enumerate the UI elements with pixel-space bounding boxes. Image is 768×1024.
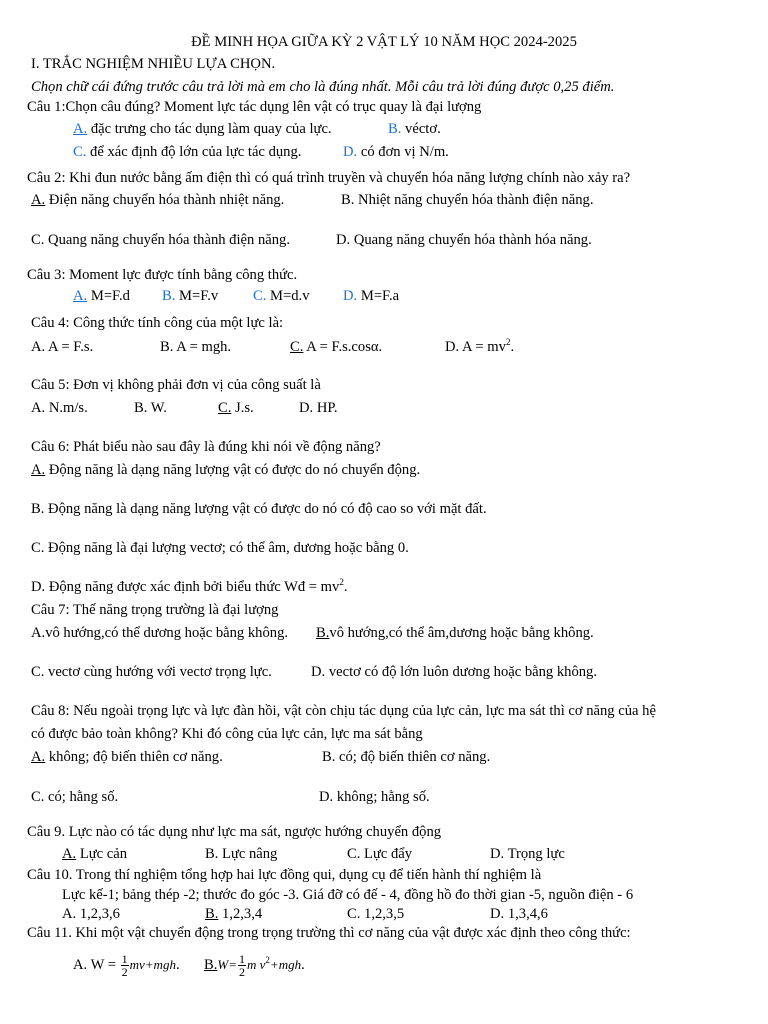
q3-option-d[interactable] bbox=[343, 285, 399, 307]
q9-option-a[interactable] bbox=[62, 843, 127, 865]
q2-option-a[interactable] bbox=[31, 189, 284, 211]
q2-stem: Câu 2: Khi đun nước bằng ấm điện thì có quá trình truyền và chuyển hóa năng lượng chính nào xảy ra? bbox=[27, 170, 631, 186]
q1-option-b[interactable] bbox=[388, 118, 441, 140]
q3-option-b[interactable] bbox=[162, 285, 218, 307]
q6-option-d[interactable] bbox=[31, 576, 348, 598]
q4-stem: Câu 4: Công thức tính công của một lực là: bbox=[31, 315, 284, 331]
q11-stem: Câu 11. Khi một vật chuyển động trong trọng trường thì cơ năng của vật được xác định theo công thức: bbox=[27, 925, 631, 941]
q4-option-d[interactable] bbox=[445, 336, 514, 358]
q3-b-text: M=F.v bbox=[175, 288, 219, 304]
q6-a-text: Động năng là dạng năng lượng vật có được do nó chuyển động. bbox=[45, 462, 421, 478]
q5-option-a[interactable]: A. N.m/s. bbox=[31, 400, 88, 416]
q6-option-c[interactable]: C. Động năng là đại lượng vectơ; có thể âm, dương hoặc bằng 0. bbox=[31, 540, 409, 556]
q8-stem-line-1: Câu 8: Nếu ngoài trọng lực và lực đàn hồi, vật còn chịu tác dụng của lực cản, lực ma sát thì cơ năng của hệ bbox=[31, 703, 656, 719]
q3-stem: Câu 3: Moment lực được tính bằng công thức. bbox=[27, 267, 298, 283]
instruction-text: Chọn chữ cái đứng trước câu trả lời mà em cho là đúng nhất. Mỗi câu trả lời đúng được 0,25 điểm. bbox=[31, 79, 615, 95]
q1-stem: Câu 1:Chọn câu đúng? Moment lực tác dụng lên vật có trục quay là đại lượng bbox=[27, 99, 482, 115]
q5-option-d[interactable]: D. HP. bbox=[299, 400, 338, 416]
q9-option-d[interactable]: D. Trọng lực bbox=[490, 846, 565, 862]
q3-a-text: M=F.d bbox=[87, 288, 130, 304]
q2-option-d[interactable]: D. Quang năng chuyển hóa thành hóa năng. bbox=[336, 232, 592, 248]
q4-c-key: C. bbox=[290, 339, 304, 355]
q1-option-d[interactable] bbox=[343, 141, 449, 163]
q9-a-text: Lực cản bbox=[76, 846, 128, 862]
q11-b-end: . bbox=[301, 957, 305, 973]
q6-stem: Câu 6: Phát biểu nào sau đây là đúng khi nói về động năng? bbox=[31, 439, 381, 455]
q6-d-sup: 2 bbox=[339, 577, 344, 588]
q7-option-a[interactable]: A.vô hướng,có thể dương hoặc bằng không. bbox=[31, 625, 289, 641]
q1-c-key: C. bbox=[73, 144, 87, 160]
q5-c-text: J.s. bbox=[231, 400, 254, 416]
q8-stem-line-2: có được bảo toàn không? Khi đó công của lực cản, lực ma sát bằng bbox=[31, 726, 423, 742]
q11-option-b[interactable] bbox=[204, 952, 305, 978]
q4-d-sup: 2 bbox=[505, 337, 511, 348]
q1-b-text: véctơ. bbox=[401, 121, 441, 137]
q1-c-text: để xác định độ lớn của lực tác dụng. bbox=[86, 144, 302, 160]
q10-b-key: B. bbox=[205, 906, 219, 922]
q2-a-key: A. bbox=[31, 192, 46, 208]
q1-b-key: B. bbox=[388, 121, 402, 137]
q11-a-prefix: A. W = bbox=[73, 957, 120, 973]
q8-option-a[interactable] bbox=[31, 746, 223, 768]
q6-option-b[interactable]: B. Động năng là dạng năng lượng vật có được do nó có độ cao so với mặt đất. bbox=[31, 501, 487, 517]
q1-a-key: A. bbox=[73, 121, 88, 137]
q1-option-a[interactable] bbox=[73, 118, 332, 140]
q5-stem: Câu 5: Đơn vị không phải đơn vị của công suất là bbox=[31, 377, 321, 393]
q10-option-c[interactable]: C. 1,2,3,5 bbox=[347, 906, 405, 922]
q11-a-expression: mv+mgh bbox=[129, 957, 176, 972]
q2-a-text: Điện năng chuyển hóa thành nhiệt năng. bbox=[45, 192, 285, 208]
q8-option-d[interactable]: D. không; hằng số. bbox=[319, 789, 430, 805]
q9-a-key: A. bbox=[62, 846, 77, 862]
q8-option-c[interactable]: C. có; hằng số. bbox=[31, 789, 119, 805]
exam-title: ĐỀ MINH HỌA GIỮA KỲ 2 VẬT LÝ 10 NĂM HỌC 2024-2025 bbox=[191, 34, 577, 50]
q4-option-a[interactable]: A. A = F.s. bbox=[31, 339, 94, 355]
q11-b-sup: 2 bbox=[265, 955, 270, 966]
q3-option-c[interactable] bbox=[253, 285, 310, 307]
q4-option-c[interactable] bbox=[290, 336, 382, 358]
q6-a-key: A. bbox=[31, 462, 46, 478]
q7-option-d[interactable]: D. vectơ có độ lớn luôn dương hoặc bằng không. bbox=[311, 664, 597, 680]
q10-equipment-list: Lực kế-1; bảng thép -2; thước đo góc -3. Giá đỡ có đế - 4, đồng hồ đo thời gian -5, nguồn điện - 6 bbox=[62, 887, 634, 903]
q11-b-expression: m v bbox=[247, 957, 266, 972]
q11-b-key: B. bbox=[204, 957, 218, 973]
q4-d-end: . bbox=[510, 339, 515, 355]
q4-c-text: A = F.s.cosα. bbox=[303, 339, 383, 355]
q8-option-b[interactable]: B. có; độ biến thiên cơ năng. bbox=[322, 749, 491, 765]
q3-a-key: A. bbox=[73, 288, 88, 304]
q4-d-text: D. A = mv bbox=[445, 339, 506, 355]
q10-b-text: 1,2,3,4 bbox=[218, 906, 263, 922]
q2-option-b[interactable]: B. Nhiệt năng chuyển hóa thành điện năng. bbox=[341, 192, 594, 208]
q5-option-c[interactable] bbox=[218, 397, 254, 419]
q11-b-prefix: W= bbox=[217, 957, 237, 972]
q7-option-b[interactable] bbox=[316, 622, 594, 644]
q7-stem: Câu 7: Thế năng trọng trường là đại lượng bbox=[31, 602, 279, 618]
q7-b-key: B. bbox=[316, 625, 330, 641]
q5-c-key: C. bbox=[218, 400, 232, 416]
q11-a-frac-num: 1 bbox=[121, 952, 128, 967]
q10-option-d[interactable]: D. 1,3,4,6 bbox=[490, 906, 548, 922]
q11-option-a[interactable] bbox=[73, 952, 180, 978]
q3-c-key: C. bbox=[253, 288, 267, 304]
q1-a-text: đặc trưng cho tác dụng làm quay của lực. bbox=[87, 121, 332, 137]
q11-b-fraction bbox=[238, 953, 246, 978]
q11-b-frac-den: 2 bbox=[239, 965, 245, 980]
q7-option-c[interactable]: C. vectơ cùng hướng với vectơ trọng lực. bbox=[31, 664, 272, 680]
q11-a-frac-den: 2 bbox=[121, 965, 128, 980]
q3-c-text: M=d.v bbox=[266, 288, 310, 304]
q10-option-a[interactable]: A. 1,2,3,6 bbox=[62, 906, 120, 922]
q11-b-frac-num: 1 bbox=[239, 952, 245, 967]
q2-option-c[interactable]: C. Quang năng chuyển hóa thành điện năng. bbox=[31, 232, 290, 248]
q10-stem: Câu 10. Trong thí nghiệm tổng hợp hai lực đồng qui, dụng cụ để tiến hành thí nghiệm là bbox=[27, 867, 542, 883]
q4-option-b[interactable]: B. A = mgh. bbox=[160, 339, 232, 355]
q1-option-c[interactable] bbox=[73, 141, 301, 163]
q6-d-text: D. Động năng được xác định bởi biểu thức Wđ = mv bbox=[31, 579, 340, 595]
q9-option-c[interactable]: C. Lực đẩy bbox=[347, 846, 413, 862]
q11-a-end: . bbox=[175, 957, 180, 973]
q8-a-text: không; độ biến thiên cơ năng. bbox=[45, 749, 223, 765]
q1-d-key: D. bbox=[343, 144, 358, 160]
q5-option-b[interactable]: B. W. bbox=[134, 400, 167, 416]
q3-option-a[interactable] bbox=[73, 285, 130, 307]
q3-d-text: M=F.a bbox=[357, 288, 400, 304]
section-heading: I. TRẮC NGHIỆM NHIỀU LỰA CHỌN. bbox=[31, 56, 276, 72]
q7-b-text: vô hướng,có thể âm,dương hoặc bằng không. bbox=[329, 625, 594, 641]
q6-option-a[interactable] bbox=[31, 459, 420, 481]
q3-d-key: D. bbox=[343, 288, 358, 304]
q3-b-key: B. bbox=[162, 288, 176, 304]
q9-option-b[interactable]: B. Lực nâng bbox=[205, 846, 278, 862]
q6-d-end: . bbox=[343, 579, 348, 595]
q8-a-key: A. bbox=[31, 749, 46, 765]
q1-d-text: có đơn vị N/m. bbox=[357, 144, 449, 160]
q11-a-fraction bbox=[121, 953, 129, 978]
q11-b-expression-2: +mgh bbox=[269, 957, 302, 972]
q9-stem: Câu 9. Lực nào có tác dụng như lực ma sát, ngược hướng chuyển động bbox=[27, 824, 442, 840]
